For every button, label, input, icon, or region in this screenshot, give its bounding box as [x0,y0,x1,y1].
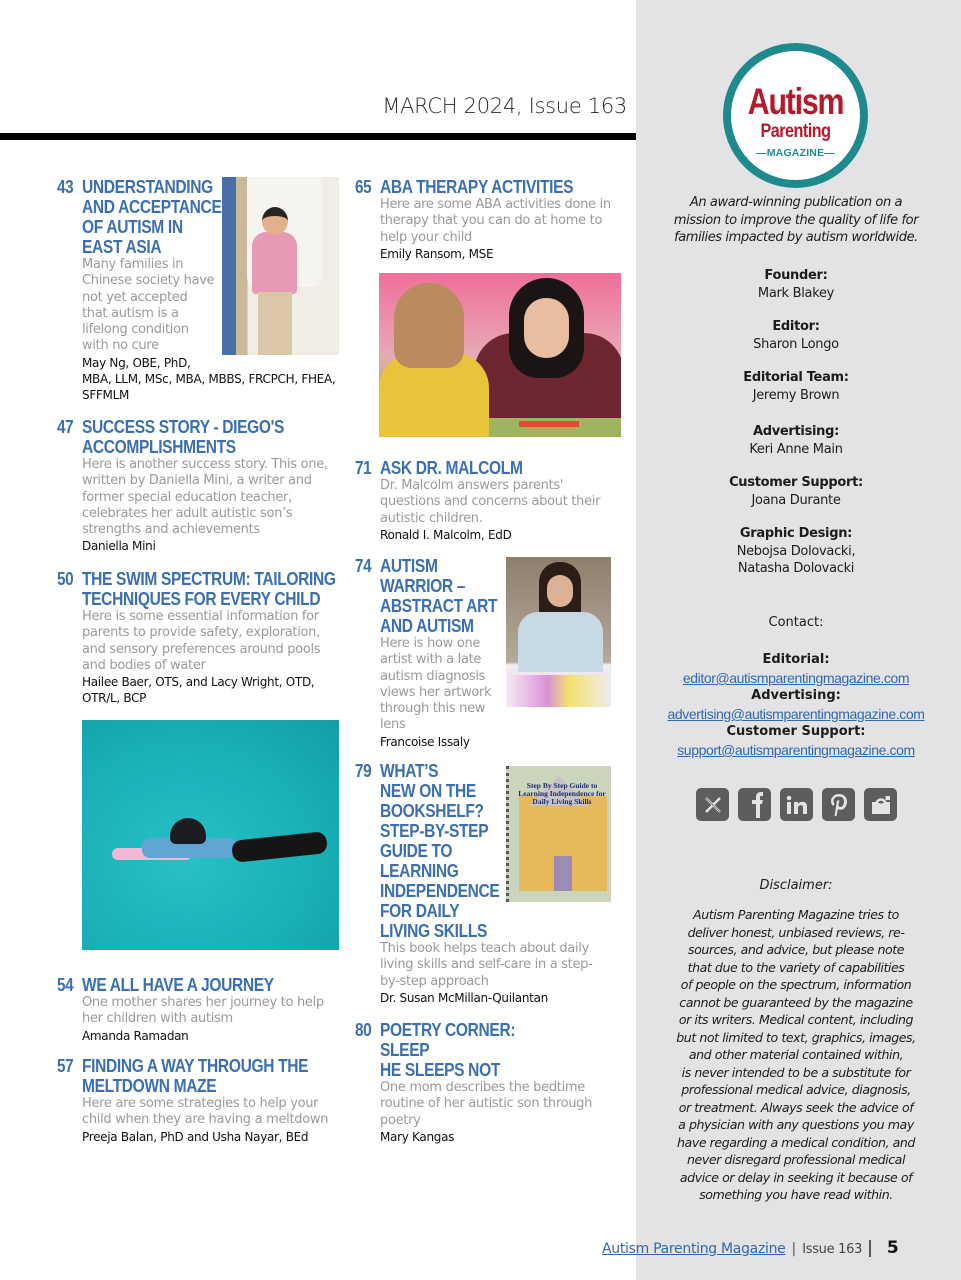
entry-description: Many families in Chinese society have not yet accepted that autism is a lifelong condition with no cure [82,257,215,354]
staff-graphic-design: Graphic Design: Nebojsa Dolovacki, Natasha Dolovacki [736,526,856,576]
page-number: 50 [57,569,74,589]
entry-author: Amanda Ramadan [82,1028,189,1043]
page-number: 74 [355,556,372,576]
logo-word-magazine: —MAGAZINE— [756,147,835,159]
entry-title: ASK DR. MALCOLM [380,457,523,478]
logo-word-parenting: Parenting [760,121,831,142]
advertising-email-link[interactable]: advertising@autismparentingmagazine.com [667,706,925,722]
entry-description: Here are some ABA activities done in therapy that you can do at home to help your child [380,197,611,245]
entry-author: May Ng, OBE, PhD, MBA, LLM, MSc, MBA, MBBS, FRCPCH, FHEA, SFFMLM [82,355,336,403]
facebook-icon[interactable] [738,788,771,821]
staff-founder: Founder: Mark Blakey [757,268,835,301]
page-number: 57 [57,1056,74,1076]
editorial-email-link[interactable]: editor@autismparentingmagazine.com [682,670,910,686]
entry-title: ABA THERAPY ACTIVITIES [380,176,574,197]
entry-title: THE SWIM SPECTRUM: TAILORING TECHNIQUES FOR EVERY CHILD [82,568,336,609]
child-swimming-photo [82,720,339,950]
entry-description: One mom describes the bedtime routine of her autistic son through poetry [380,1080,593,1128]
pinterest-icon[interactable] [822,788,855,821]
issue-date-line: MARCH 2024, Issue 163 [382,94,627,118]
entry-author: Mary Kangas [380,1129,455,1144]
contact-advertising: Advertising: advertising@autismparentingmagazine.com [667,688,925,722]
support-email-link[interactable]: support@autismparentingmagazine.com [677,742,915,758]
page-number: 80 [355,1020,372,1040]
entry-description: One mother shares her journey to help her children with autism [82,995,324,1027]
footer-divider: | [867,1238,873,1258]
entry-author: Hailee Baer, OTS, and Lacy Wright, OTD, OTR/L, BCP [82,675,315,706]
social-links [696,788,897,821]
disclaimer-heading: Disclaimer: [759,878,833,893]
book-cover-title: Step By Step Guide to Learning Independence for Daily Living Skills [518,781,606,806]
entry-author: Ronald I. Malcolm, EdD [380,527,512,542]
entry-author: Daniella Mini [82,539,156,554]
entry-title: AUTISM WARRIOR – ABSTRACT ART AND AUTISM [380,555,498,636]
entry-title: WE ALL HAVE A JOURNEY [82,974,274,995]
footer-separator: | [791,1241,797,1257]
contact-editorial: Editorial: editor@autismparentingmagazine.com [682,652,910,686]
contact-support: Customer Support: support@autismparentingmagazine.com [677,724,915,758]
entry-title: SUCCESS STORY - DIEGO'S ACCOMPLISHMENTS [82,416,285,457]
magazine-home-link[interactable]: Autism Parenting Magazine [602,1241,786,1257]
instagram-icon[interactable] [864,788,897,821]
staff-editor: Editor: Sharon Longo [753,319,839,352]
entry-title: FINDING A WAY THROUGH THE MELTDOWN MAZE [82,1055,309,1096]
page-number: 79 [355,761,372,781]
linkedin-icon[interactable] [780,788,813,821]
magazine-tagline: An award-winning publication on a mission to improve the quality of life for families impacted by autism worldwide. [673,195,919,245]
entry-description: Here is some essential information for parents to provide safety, exploration, and sensory preferences around pools and bodies of water [82,609,321,673]
entry-title: WHAT’S NEW ON THE BOOKSHELF? STEP-BY-STEP GUIDE TO LEARNING INDEPENDENCE FOR DAILY LIVING SKILLS [380,760,500,941]
entry-description: This book helps teach about daily living skills and self-care in a step- by-step approach [380,941,593,989]
entry-description: Here are some strategies to help your child when they are having a meltdown [82,1096,329,1128]
page-number: 71 [355,458,372,478]
entry-title: POETRY CORNER: SLEEP HE SLEEPS NOT [380,1019,516,1080]
page-number-footer: 5 [886,1238,899,1258]
entry-title: UNDERSTANDING AND ACCEPTANCE OF AUTISM IN EAST ASIA [82,176,222,257]
staff-customer-support: Customer Support: Joana Durante [729,475,863,508]
therapist-and-girl-photo [379,273,621,437]
artist-portrait-photo [506,557,611,707]
page-number: 47 [57,417,74,437]
entry-author: Francoise Issaly [380,734,470,749]
contact-heading: Contact: [768,615,824,630]
entry-author: Preeja Balan, PhD and Usha Nayar, BEd [82,1129,309,1144]
staff-advertising: Advertising: Keri Anne Main [749,424,843,457]
footer-issue: Issue 163 [802,1242,863,1257]
staff-editorial-team: Editorial Team: Jeremy Brown [743,370,849,403]
page-number: 54 [57,975,74,995]
entry-description: Here is how one artist with a late autism diagnosis views her artwork through this new lens [380,636,492,733]
magazine-logo[interactable] [723,43,868,188]
boy-in-library-photo [222,177,339,355]
page-number: 43 [57,177,74,197]
entry-author: Emily Ransom, MSE [380,246,494,261]
page-number: 65 [355,177,372,197]
x-icon[interactable] [696,788,729,821]
header-rule [0,133,636,140]
page-footer [602,1238,899,1258]
entry-description: Dr. Malcolm answers parents' questions and concerns about their autistic children. [380,478,601,526]
book-cover-photo [506,766,611,902]
disclaimer-text: Autism Parenting Magazine tries to deliver honest, unbiased reviews, re- sources, and advice, but please note that due to the variety of capabilities of people on the spectrum, information cannot be guaranteed by the magazine or its writers. Medical content, including but not limited to text, graphics, images, and other material contained within, is never intended to be a substitute for professional medical advice, diagnosis, or treatment. Always seek the advice of a physician with any questions you may have regarding a medical condition, and never disregard professional medical advice or delay in seeking it because of something you have read within. [676,907,916,1202]
logo-word-autism: Autism [747,81,844,122]
entry-description: Here is another success story. This one, written by Daniella Mini, a writer and former special education teacher, celebrates her adult autistic son’s strengths and achievements [82,457,328,538]
entry-author: Dr. Susan McMillan-Quilantan [380,990,548,1005]
